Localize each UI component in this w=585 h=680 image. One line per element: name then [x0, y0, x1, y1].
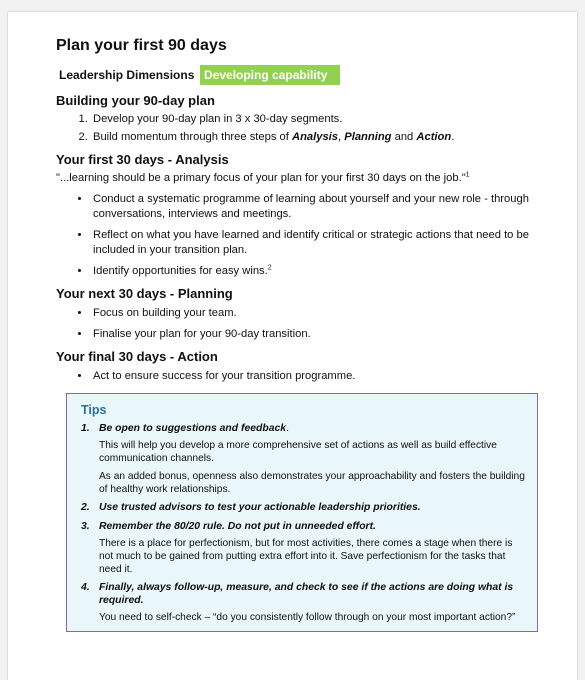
- tip-heading: 2. Use trusted advisors to test your actionable leadership priorities.: [81, 502, 421, 513]
- tip-paragraph: As an added bonus, openness also demonstrates your approachability and fosters the building of healthy work relationships.: [99, 471, 525, 495]
- leadership-dimensions-label: Leadership Dimensions: [59, 68, 195, 82]
- building-steps-list: [56, 112, 546, 145]
- list-item: • Identify opportunities for easy wins.$^2$: [91, 264, 546, 279]
- list-item: • Focus on building your team.: [91, 306, 546, 321]
- tips-title: Tips: [81, 403, 107, 417]
- analysis-quote: "...learning should be a primary focus of your plan for your first 30 days on the job."$^1$: [56, 171, 470, 184]
- tip-paragraph: There is a place for perfectionism, but for most activities, there comes a stage when there is not much to be gained from putting extra effort into it. Save perfectionism for the tasks that need it.: [99, 538, 513, 575]
- list-item: 2. Build momentum through three steps of Analysis, Planning and Action.: [91, 130, 546, 145]
- leadership-dimensions-row: [56, 65, 546, 85]
- tip-paragraph: This will help you develop a more comprehensive set of actions as well as build effective communication channels.: [99, 440, 497, 464]
- document-page: [8, 12, 577, 680]
- list-item: • Finalise your plan for your 90-day transition.: [91, 327, 546, 342]
- tip-paragraph: You need to self-check – “do you consistently follow through on your most important action?”: [99, 612, 516, 623]
- heading-building-plan: Building your 90-day plan: [56, 93, 215, 108]
- list-item: • Conduct a systematic programme of learning about yourself and your new role - through conversations, interviews and meetings.: [91, 192, 546, 222]
- tips-box: [66, 393, 538, 632]
- page-content: [56, 36, 546, 390]
- heading-action: Your final 30 days - Action: [56, 349, 218, 364]
- heading-analysis: Your first 30 days - Analysis: [56, 152, 229, 167]
- tip-heading: 3. Remember the 80/20 rule. Do not put in unneeded effort.: [81, 521, 376, 532]
- list-item: 1. Develop your 90-day plan in 3 x 30-day segments.: [91, 112, 546, 127]
- page-title: Plan your first 90 days: [56, 37, 227, 54]
- capability-badge: Developing capability: [200, 65, 340, 85]
- list-item: • Reflect on what you have learned and identify critical or strategic actions that need to be included in your transition plan.: [91, 228, 546, 258]
- tip-heading: 1. Be open to suggestions and feedback.: [81, 423, 289, 434]
- action-bullets: [56, 369, 546, 384]
- heading-planning: Your next 30 days - Planning: [56, 286, 233, 301]
- tip-heading: 4. Finally, always follow-up, measure, and check to see if the actions are doing what is required.: [81, 582, 514, 606]
- list-item: • Act to ensure success for your transition programme.: [91, 369, 546, 384]
- analysis-bullets: [56, 192, 546, 279]
- planning-bullets: [56, 306, 546, 342]
